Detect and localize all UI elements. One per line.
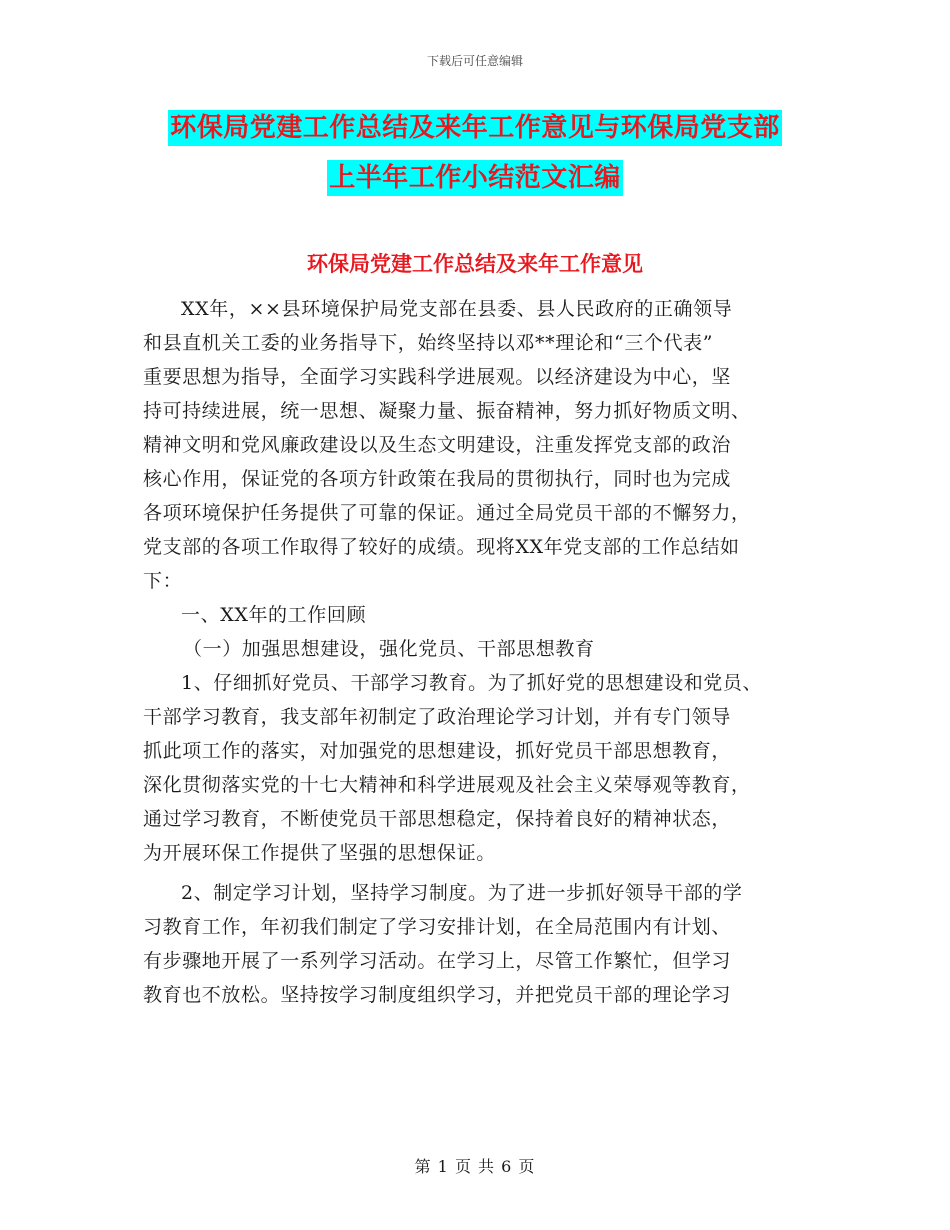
body-line: 有步骤地开展了一系列学习活动。在学习上，尽管工作繁忙，但学习 bbox=[143, 950, 732, 972]
page-header-note: 下载后可任意编辑 bbox=[426, 54, 523, 68]
body-line: 下： bbox=[143, 570, 183, 592]
body-line: 核心作用，保证党的各项方针政策在我局的贯彻执行，同时也为完成 bbox=[143, 468, 732, 490]
body-line: 习教育工作，年初我们制定了学习安排计划，在全局范围内有计划、 bbox=[143, 916, 732, 938]
section-title: 环保局党建工作总结及来年工作意见 bbox=[307, 251, 643, 276]
body-line: XX年，××县环境保护局党支部在县委、县人民政府的正确领导 bbox=[181, 298, 733, 320]
body-line: 抓此项工作的落实，对加强党的思想建设，抓好党员干部思想教育， bbox=[143, 740, 732, 762]
body-line: 为开展环保工作提供了坚强的思想保证。 bbox=[143, 842, 496, 864]
body-line: 各项环境保护任务提供了可靠的保证。通过全局党员干部的不懈努力， bbox=[143, 502, 751, 524]
body-line: 深化贯彻落实党的十七大精神和科学进展观及社会主义荣辱观等教育， bbox=[143, 774, 751, 796]
body-line: 1、仔细抓好党员、干部学习教育。为了抓好党的思想建设和党员、 bbox=[181, 672, 763, 694]
body-line: 干部学习教育，我支部年初制定了政治理论学习计划，并有专门领导 bbox=[143, 706, 732, 728]
page-number: 第 1 页 共 6 页 bbox=[414, 1157, 536, 1176]
document-body bbox=[143, 292, 823, 1012]
document-title-line-2: 上半年工作小结范文汇编 bbox=[327, 160, 623, 196]
body-line: 通过学习教育，不断使党员干部思想稳定，保持着良好的精神状态， bbox=[143, 808, 732, 830]
document-title-line-1: 环保局党建工作总结及来年工作意见与环保局党支部 bbox=[168, 110, 782, 146]
body-line: 精神文明和党风廉政建设以及生态文明建设，注重发挥党支部的政治 bbox=[143, 434, 732, 456]
body-line: 党支部的各项工作取得了较好的成绩。现将XX年党支部的工作总结如 bbox=[143, 536, 740, 558]
body-line: 2、制定学习计划，坚持学习制度。为了进一步抓好领导干部的学 bbox=[181, 882, 743, 904]
heading-work-review: 一、XX年的工作回顾 bbox=[181, 604, 367, 626]
body-line: 教育也不放松。坚持按学习制度组织学习，并把党员干部的理论学习 bbox=[143, 984, 732, 1006]
subheading-ideology: （一）加强思想建设，强化党员、干部思想教育 bbox=[183, 638, 595, 660]
body-line: 和县直机关工委的业务指导下，始终坚持以邓**理论和“三个代表” bbox=[143, 332, 714, 354]
body-line: 重要思想为指导，全面学习实践科学进展观。以经济建设为中心，坚 bbox=[143, 366, 732, 388]
body-line: 持可持续进展，统一思想、凝聚力量、振奋精神，努力抓好物质文明、 bbox=[143, 400, 751, 422]
document-title bbox=[0, 110, 950, 196]
